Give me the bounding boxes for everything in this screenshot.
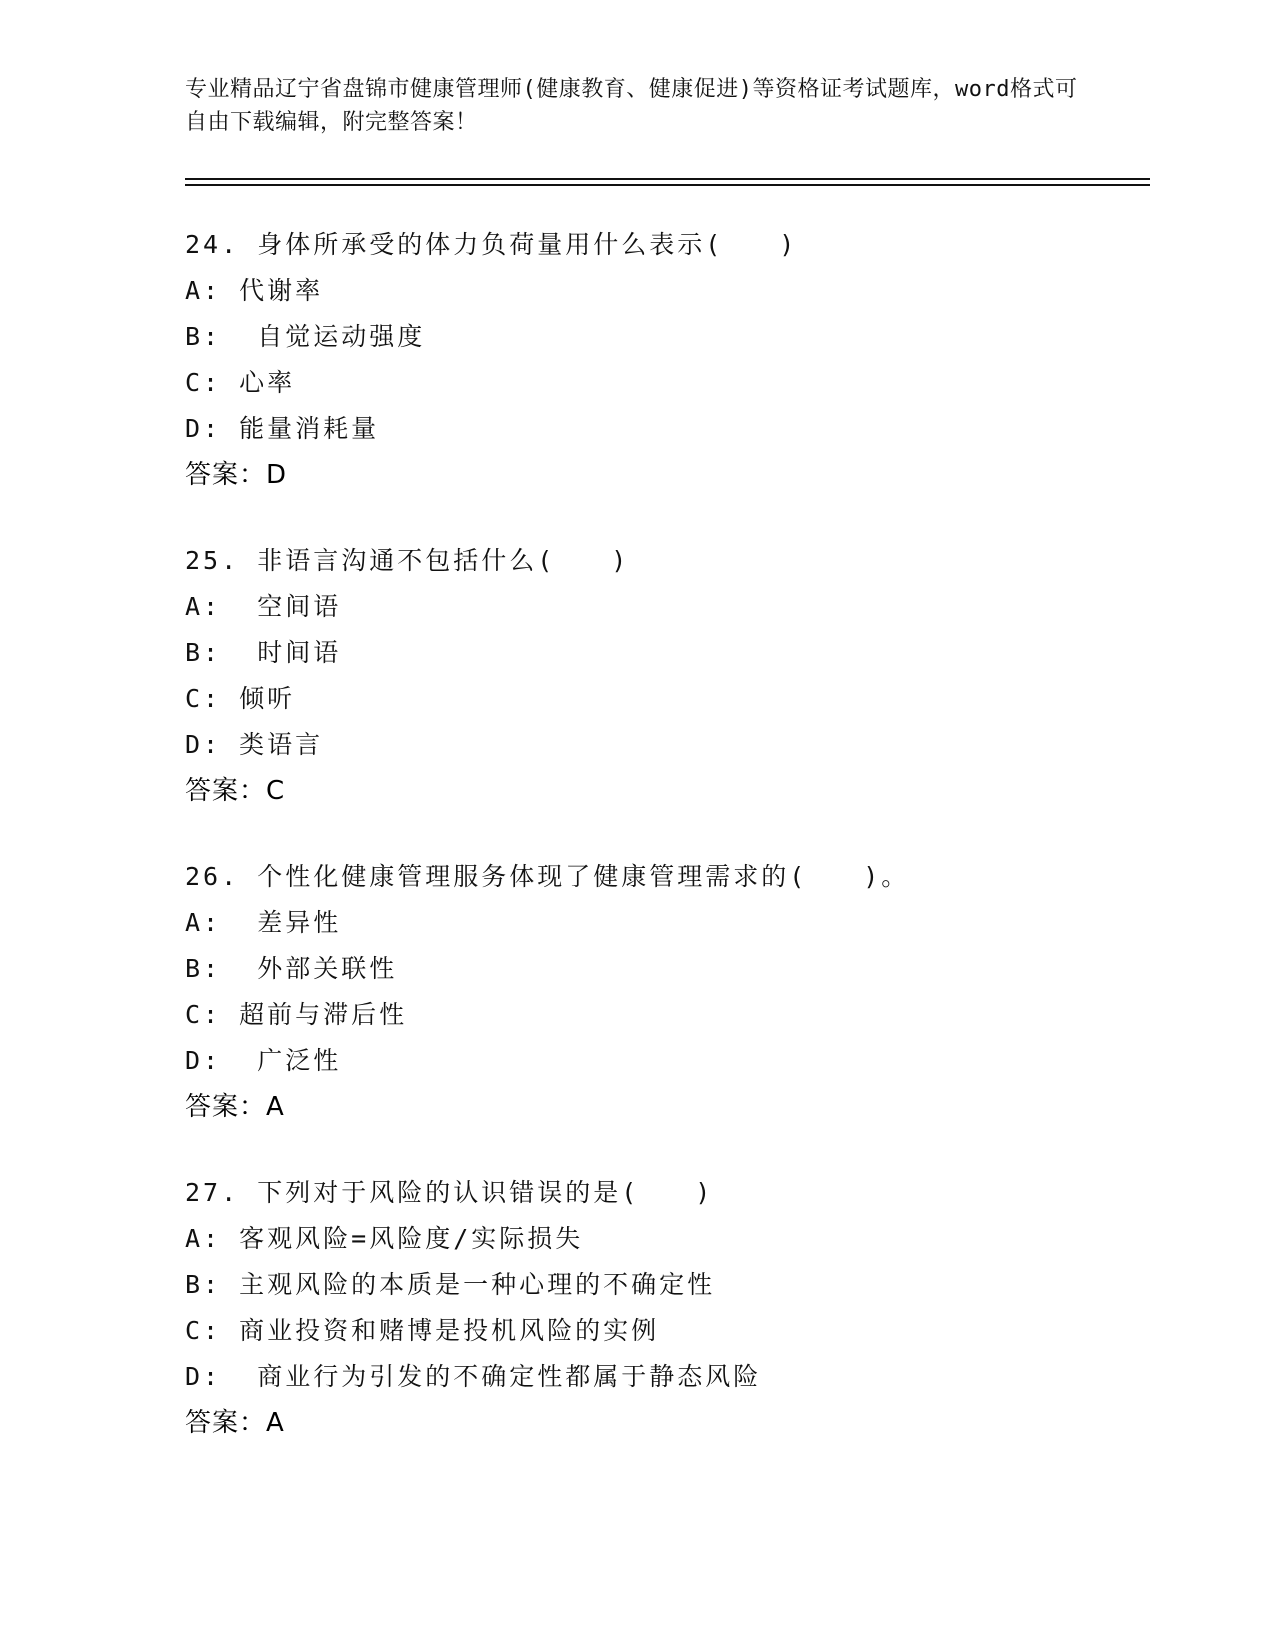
question-stem: 27. 下列对于风险的认识错误的是( ) <box>185 1178 714 1207</box>
option-c: C: 超前与滞后性 <box>185 1000 408 1029</box>
option-b: B: 时间语 <box>185 638 342 667</box>
option-b: B: 主观风险的本质是一种心理的不确定性 <box>185 1270 716 1299</box>
question-stem: 24. 身体所承受的体力负荷量用什么表示( ) <box>185 230 798 259</box>
option-c: C: 商业投资和赌博是投机风险的实例 <box>185 1316 660 1345</box>
option-b: B: 自觉运动强度 <box>185 322 426 351</box>
question-block-26 <box>185 854 1185 1130</box>
option-a: A: 空间语 <box>185 592 342 621</box>
question-block-27 <box>185 1170 1185 1446</box>
option-d: D: 类语言 <box>185 730 324 759</box>
option-c: C: 心率 <box>185 368 296 397</box>
option-d: D: 商业行为引发的不确定性都属于静态风险 <box>185 1362 762 1391</box>
option-a: A: 代谢率 <box>185 276 324 305</box>
header-divider-bottom <box>185 184 1150 186</box>
option-b: B: 外部关联性 <box>185 954 398 983</box>
answer-line: 答案：A <box>185 1092 285 1122</box>
option-a: A: 差异性 <box>185 908 342 937</box>
option-c: C: 倾听 <box>185 684 296 713</box>
answer-line: 答案：A <box>185 1408 285 1438</box>
option-a: A: 客观风险=风险度/实际损失 <box>185 1224 584 1253</box>
header-divider-top <box>185 178 1150 180</box>
question-block-25 <box>185 538 1185 814</box>
document-header: 专业精品辽宁省盘锦市健康管理师(健康教育、健康促进)等资格证考试题库，word格式可自由下载编辑，附完整答案！ <box>185 77 1078 135</box>
question-stem: 25. 非语言沟通不包括什么( ) <box>185 546 630 575</box>
question-block-24 <box>185 222 1185 498</box>
option-d: D: 广泛性 <box>185 1046 342 1075</box>
answer-line: 答案：D <box>185 460 288 490</box>
option-d: D: 能量消耗量 <box>185 414 380 443</box>
answer-line: 答案：C <box>185 776 286 806</box>
question-stem: 26. 个性化健康管理服务体现了健康管理需求的( )。 <box>185 862 910 891</box>
